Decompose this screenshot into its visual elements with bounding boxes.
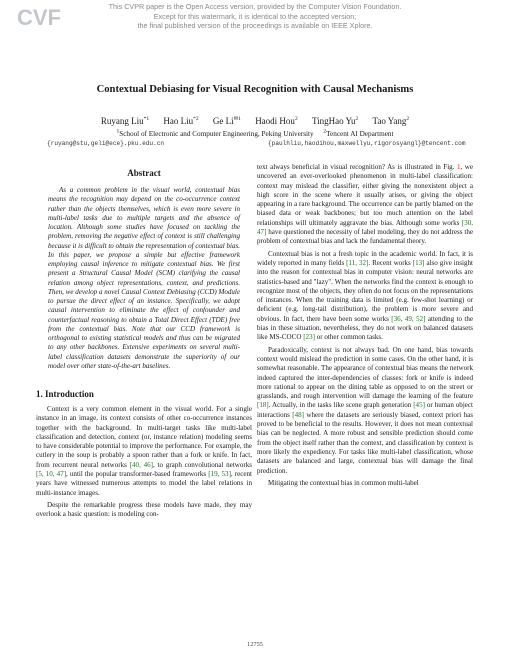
page-number: 12755 [247, 641, 263, 648]
citation-link[interactable]: [5, 10, 47] [36, 470, 67, 479]
notice-line: the final published version of the proceedings is available on IEEE Xplore. [137, 21, 373, 31]
affiliation: $^1$School of Electronic and Computer Engineering, Peking University [116, 129, 314, 139]
right-column [257, 163, 473, 491]
figure-link[interactable]: 1 [456, 163, 461, 171]
author: Haodi Hou$^2$ [255, 116, 298, 126]
notice-line: This CVPR paper is the Open Access version, provided by the Computer Vision Foundation. [108, 2, 402, 11]
citation-link[interactable]: [18] [257, 401, 269, 410]
body-paragraph: Paradoxically, context is not always bad. On one hand, bias towards context would mislead the prediction in some cases. On the other hand, it is somewhat reasonable. The appearance of contextual bias means the network indeed captured the inter-dependencies of classes: fork or knife is indeed more rational to appear on the dining table as opposed to on the street or grasslands, and rough intervention will damage the learning of the feature [18]. Actually, in the tasks like scene graph generation [45] or human object interactions [48] where the datasets are seriously biased, context priori has proved to be beneficial to the results. However, it does not mean contextual bias can be neglected. A more robust and sensible prediction should come from the object itself rather than the context, and classification by context is more likely the expediency. For tasks like multi-label classification, whose datasets are balanced and large, contextual bias will damage the final prediction. [257, 345, 474, 475]
email-address[interactable]: {ruyang@stu,geli@ece}.pku.edu.cn [47, 140, 165, 147]
citation-link[interactable]: [45] [413, 401, 425, 410]
citation-link[interactable]: [13] [412, 258, 425, 267]
author: Tao Yang$^2$ [372, 116, 410, 126]
citation-link[interactable]: [48] [292, 410, 304, 419]
body-paragraph: Mitigating the contextual bias in common multi-label [268, 478, 419, 487]
author: TingHao Yu$^2$ [311, 116, 359, 126]
author: Hao Liu$^{*2}$ [163, 116, 199, 126]
citation-link[interactable]: [23] [303, 333, 315, 342]
intro-paragraph: Context is a very common element in the visual world. For a single instance in an image, its context consists of other co-occurrence instances together with the background. In multi-target tasks like multi-label classification and detection, context (or, instance relation) modeling seems to have considerable potential to improve the performance. For example, the cutlery in the soup is probably a spoon rather than a fork or knife. In fact, from recurrent neural networks [40, 46], to graph convolutional networks [5, 10, 47], until the popular transformer-based frameworks [19, 53], recent years have witnessed numerous attempts to model the label relations in multi-instance images. [36, 405, 252, 497]
svg-text:CVF: CVF [17, 5, 61, 30]
citation-link[interactable]: [19, 53] [208, 470, 231, 479]
affiliation: $^2$Tencent AI Department [323, 129, 394, 139]
affiliation-list [0, 129, 510, 138]
citation-link[interactable]: [11, 32] [346, 258, 369, 267]
left-column [36, 168, 252, 523]
author: Ruyang Liu$^{*1}$ [100, 116, 150, 126]
notice-line: Except for this watermark, it is identical to the accepted version; [153, 11, 357, 21]
paper-title: Contextual Debiasing for Visual Recognition with Causal Mechanisms [96, 84, 414, 95]
citation-link[interactable]: [36, 49, 52] [391, 314, 426, 323]
open-access-notice [0, 2, 510, 31]
citation-link[interactable]: [30, 47] [257, 218, 473, 237]
body-paragraph: Contextual bias is not a fresh topic in the academic world. In fact, it is widely reported in many fields [11, 32]. Recent works [13] also give insight into the reason for contextual bias in computer vision: neural networks are statistics-based and "lazy". When the networks find the context is enough to recognize most of the objects, they often do not focus on the representations of instances. When the training data is limited (e.g. few-shot learning) or deficient (e.g. long-tail distribution), the problem is more severe and obvious. In fact, there have been some works [36, 49, 52] attending to the bias in these situation, nevertheless, they do not work on balanced datasets like MS-COCO [23] or other common tasks. [257, 249, 473, 342]
body-paragraph: text always beneficial in visual recognition? As is illustrated in Fig. 1, we uncovered an ever-overlooked phenomenon in multi-label classification: context may mislead the classifier, either giving the nonexistent object a high score in the scene where it usually arises, or giving the object appearing in a rare background. The occurrence can be partly blamed on the biased data or weak backbones; but too much attention on the label relationships will ultimately aggravate the bias. Although some works [30, 47] have questioned the necessity of label modeling, they do not address the problem of contextual bias and lack the fundamental theory. [257, 163, 473, 246]
introduction-heading: 1. Introduction [36, 389, 94, 399]
intro-paragraph: Despite the remarkable progress these models have made, they may overlook a basic question: is modeling con- [36, 500, 252, 519]
author-list [0, 116, 510, 126]
author: Ge $Li^{✉1}$ [212, 116, 241, 126]
email-address[interactable]: {paulhliu,haodihou,maxwellyu,rigorosyangl}@tencent.com [268, 140, 466, 147]
abstract-text: As a common problem in the visual world, contextual bias means the recognition may depend on the co-occurrence context rather than the objects themselves, which is even more severe in multi-label tasks due to multiple targets and the absence of location. Although some studies have focused on tackling the problem, removing the negative effect of context is still challenging because it is difficult to obtain the representation of contextual bias. In this paper, we propose a simple but effective framework employing causal inference to mitigate contextual bias. We first present a Structural Causal Model (SCM) clarifying the causal relation among object representations, context, and predictions. Then, we develop a novel Causal Context Debiasing (CCD) Module to pursue the direct effect of an instance. Specifically, we adopt causal intervention to eliminate the effect of confounder and counterfactual reasoning to obtain a Total Direct Effect (TDE) free from the contextual bias. Note that our CCD framework is orthogonal to existing statistical models and thus can be migrated to any other backbones. Extensive experiments on several multi-label classification datasets demonstrate the superiority of our model over other state-of-the-art baselines. [48, 186, 240, 370]
citation-link[interactable]: [40, 46] [129, 460, 154, 469]
abstract-heading: Abstract [127, 168, 161, 178]
